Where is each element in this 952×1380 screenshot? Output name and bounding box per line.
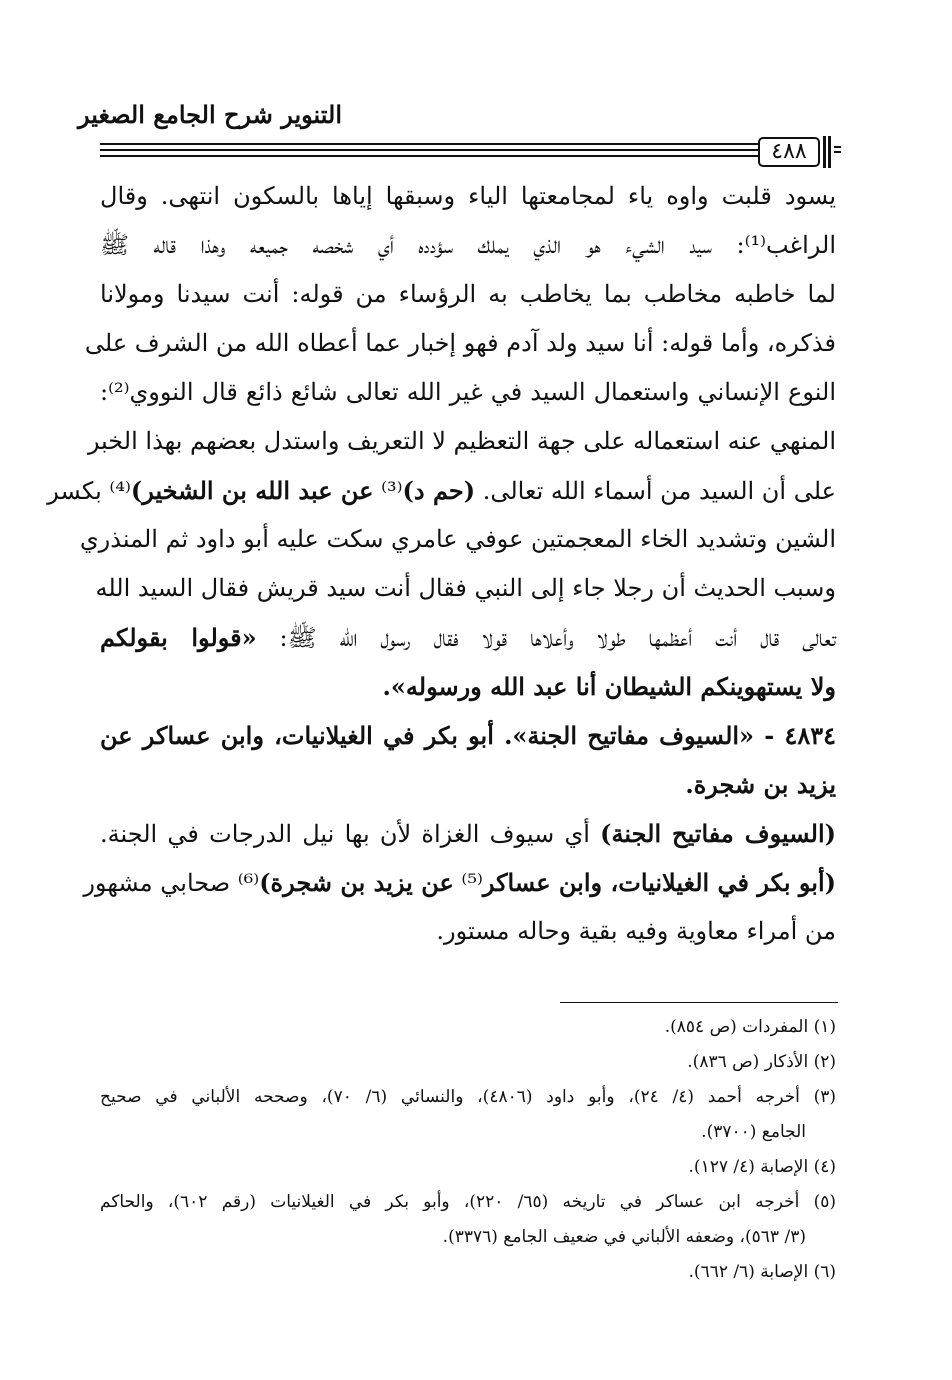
- text-line: [100, 613, 836, 662]
- footnotes: [100, 1010, 836, 1290]
- hadith-lemma: (السيوف مفاتيح الجنة): [600, 819, 836, 848]
- header-rule: [100, 155, 758, 157]
- footnote: (٥) أخرجه ابن عساكر في تاريخه (٦٥/ ٢٢٠)، وأبو بكر في الغيلانيات (رقم ٦٠٢)، والحاكم: [100, 1192, 837, 1212]
- hadith-entry-heading: [100, 760, 836, 809]
- hadith-entry-text: يزيد بن شجرة.: [685, 770, 836, 799]
- footnote-continuation: (٣/ ٥٦٣)، وضعفه الألباني في ضعيف الجامع (٣٣٧٦).: [442, 1227, 806, 1247]
- text-line: [83, 858, 836, 907]
- page-number-bracket: [828, 136, 831, 168]
- text-run: أي سيوف الغزاة لأن بها نيل الدرجات في الجنة.: [100, 820, 601, 848]
- footnote: (٤) الإصابة (٤/ ١٢٧).: [688, 1157, 836, 1177]
- hadith-entry-text: ٤٨٣٤ - «السيوف مفاتيح الجنة». أبو بكر في الغيلانيات، وابن عساكر عن: [100, 721, 836, 750]
- footnote: (٢) الأذكار (ص ٨٣٦).: [687, 1052, 836, 1072]
- text-line: [100, 270, 836, 319]
- text-line: [95, 564, 836, 613]
- text-line: [100, 662, 836, 711]
- hadith-quote: «قولوا بقولكم: [100, 623, 257, 652]
- footnote: (٦) الإصابة (٦/ ٦٦٢).: [688, 1262, 836, 1282]
- text-run: على أن السيد من أسماء الله تعالى.: [475, 477, 836, 505]
- text-run: يسود قلبت واوه ياء لمجامعتها الياء وسبقها إياها بالسكون انتهى. وقال: [100, 182, 836, 210]
- hadith-entry-heading: [100, 711, 836, 760]
- footnote: (١) المفردات (ص ٨٥٤).: [664, 1017, 836, 1037]
- narrator-name: عن يزيد بن شجرة): [259, 868, 454, 897]
- text-line: [100, 809, 836, 858]
- text-run: من أمراء معاوية وفيه بقية وحاله مستور.: [436, 917, 836, 945]
- footnote-separator: [560, 1002, 838, 1003]
- text-line: [79, 515, 836, 564]
- text-run: تعالى قال أنت أعظمها طولا وأعلاها قولا فقال رسول الله ﷺ:: [256, 624, 837, 652]
- text-run: ⁽⁶⁾ صحابي مشهور: [83, 869, 260, 897]
- text-run: لما خاطبه مخاطب بما يخاطب به الرؤساء من قوله: أنت سيدنا ومولانا: [100, 280, 836, 308]
- text-run: الشين وتشديد الخاء المعجمتين عوفي عامري سكت عليه أبو داود ثم المنذري: [79, 525, 836, 553]
- footnote-continuation: الجامع (٣٧٠٠).: [701, 1122, 806, 1142]
- text-line: [100, 221, 836, 270]
- hadith-quote: ولا يستهوينكم الشيطان أنا عبد الله ورسوله».: [382, 672, 836, 701]
- footnote-marker: ⁽³⁾: [373, 477, 403, 505]
- text-run: ⁽⁴⁾ بكسر: [47, 477, 131, 505]
- footnote: (٣) أخرجه أحمد (٤/ ٢٤)، وأبو داود (٤٨٠٦)، والنسائي (٦/ ٧٠)، وصححه الألباني في صحيح: [100, 1087, 836, 1107]
- text-run: الراغب⁽¹⁾: سيد الشيء هو الذي يملك سؤدده أي شخصه جميعه وهذا قاله ﷺ: [100, 231, 836, 259]
- text-line: [84, 319, 836, 368]
- text-line: [100, 172, 836, 221]
- text-line: [100, 907, 836, 956]
- source-citation: (أبو بكر في الغيلانيات، وابن عساكر: [482, 868, 836, 897]
- page-number: ٤٨٨: [758, 137, 820, 167]
- text-run: وسبب الحديث أن رجلا جاء إلى النبي فقال أنت سيد قريش فقال السيد الله: [95, 574, 836, 602]
- footnote-marker: ⁽⁵⁾: [453, 869, 483, 897]
- main-text: [47, 172, 837, 956]
- text-run: فذكره، وأما قوله: أنا سيد ولد آدم فهو إخبار عما أعطاه الله من الشرف على: [84, 329, 836, 357]
- page-number-ornament: [834, 146, 841, 148]
- text-line: [100, 368, 836, 417]
- running-title: التنوير شرح الجامع الصغير: [78, 100, 342, 129]
- text-run: المنهي عنه استعماله على جهة التعظيم لا التعريف واستدل بعضهم بهذا الخبر: [87, 427, 836, 455]
- header-rule: [100, 143, 758, 145]
- text-line: [87, 417, 836, 466]
- text-run: النوع الإنساني واستعمال السيد في غير الله تعالى شائع ذائع قال النووي⁽²⁾:: [100, 378, 836, 406]
- text-line: [47, 466, 836, 515]
- source-code: (حم د): [402, 476, 476, 505]
- narrator-name: عن عبد الله بن الشخير): [130, 476, 374, 505]
- page-number-bracket: [823, 136, 826, 168]
- header-rule: [100, 149, 758, 151]
